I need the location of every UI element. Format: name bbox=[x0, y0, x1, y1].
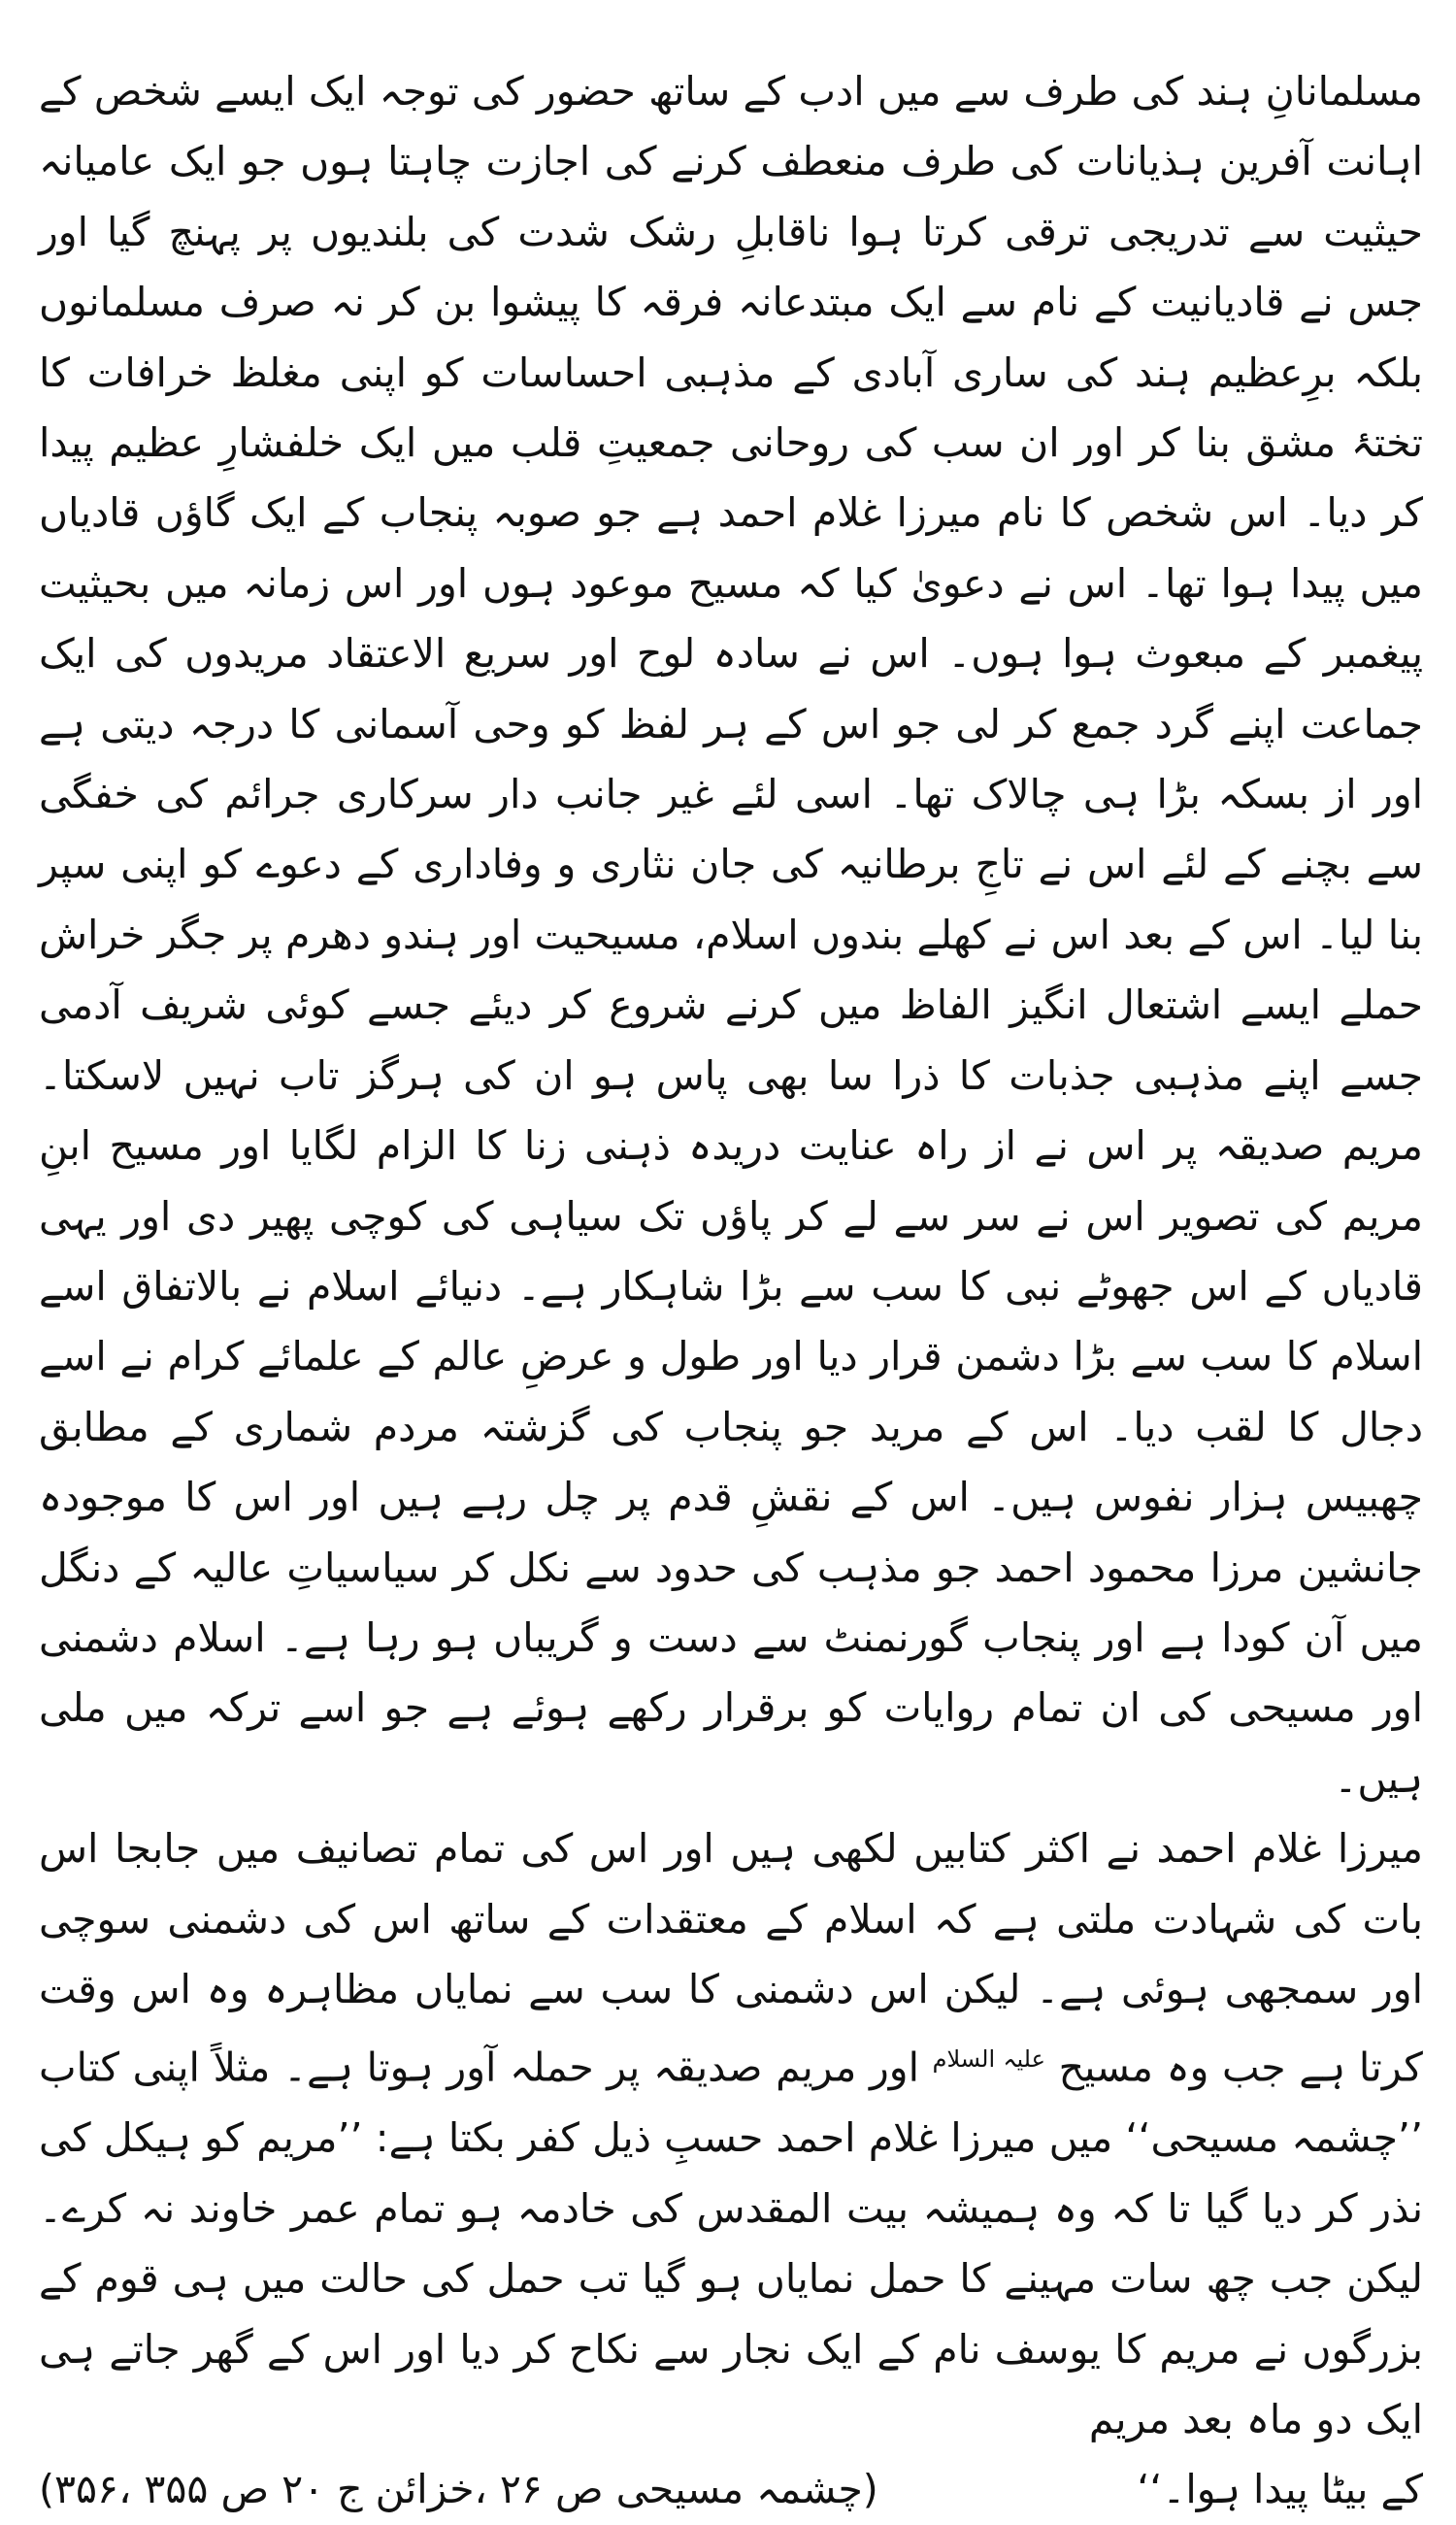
paragraph-1: مسلمانانِ ہند کی طرف سے میں ادب کے ساتھ حضور کی توجہ ایک ایسے شخص کے اہانت آفرین ہذیانات کی طرف منعطف کرنے کی اجازت چاہتا ہوں جو ایک عامیانہ حیثیت سے تدریجی ترقی کرتا ہوا ناقابلِ رشک شدت کی بلندیوں پر پہنچ گیا اور جس نے قادیانیت کے نام سے ایک مبتدعانہ فرقہ کا پیشوا بن کر نہ صرف مسلمانوں بلکہ برِعظیم ہند کی ساری آبادی کے مذہبی احساسات کو اپنی مغلظ خرافات کا تختۂ مشق بنا کر اور ان سب کی روحانی جمعیتِ قلب میں ایک خلفشارِ عظیم پیدا کر دیا۔ اس شخص کا نام میرزا غلام احمد ہے جو صوبہ پنجاب کے ایک گاؤں قادیاں میں پیدا ہوا تھا۔ اس نے دعویٰ کیا کہ مسیح موعود ہوں اور اس زمانہ میں بحیثیت پیغمبر کے مبعوث ہوا ہوں۔ اس نے سادہ لوح اور سریع الاعتقاد مریدوں کی ایک جماعت اپنے گرد جمع کر لی جو اس کے ہر لفظ کو وحی آسمانی کا درجہ دیتی ہے اور از بسکہ بڑا ہی چالاک تھا۔ اسی لئے غیر جانب دار سرکاری جرائم کی خفگی سے بچنے کے لئے اس نے تاجِ برطانیہ کی جان نثاری و وفاداری کے دعوے کو اپنی سپر بنا لیا۔ اس کے بعد اس نے کھلے بندوں اسلام، مسیحیت اور ہندو دھرم پر جگر خراش حملے ایسے اشتعال انگیز الفاظ میں کرنے شروع کر دیئے جسے کوئی شریف آدمی جسے اپنے مذہبی جذبات کا ذرا سا بھی پاس ہو ان کی ہرگز تاب نہیں لاسکتا۔ مریم صدیقہ پر اس نے از راہ عنایت دریدہ ذہنی زنا کا الزام لگایا اور مسیح ابنِ مریم کی تصویر اس نے سر سے لے کر پاؤں تک سیاہی کی کوچی پھیر دی اور یہی قادیاں کے اس جھوٹے نبی کا سب سے بڑا شاہکار ہے۔ دنیائے اسلام نے بالاتفاق اسے اسلام کا سب سے بڑا دشمن قرار دیا اور طول و عرضِ عالم کے علمائے کرام نے اسے دجال کا لقب دیا۔ اس کے مرید جو پنجاب کی گزشتہ مردم شماری کے مطابق چھبیس ہزار نفوس ہیں۔ اس کے نقشِ قدم پر چل رہے ہیں اور اس کا موجودہ جانشین مرزا محمود احمد جو مذہب کی حدود سے نکل کر سیاسیاتِ عالیہ کے دنگل میں آن کودا ہے اور پنجاب گورنمنٹ سے دست و گریباں ہو رہا ہے۔ اسلام دشمنی اور مسیحی کی ان تمام روایات کو برقرار رکھے ہوئے ہے جو اسے ترکہ میں ملی ہیں۔ bbox=[39, 68, 1423, 1802]
paragraph-2-part-2: اور مریم صدیقہ پر حملہ آور ہوتا ہے۔ مثلاً اپنی کتاب ’’چشمہ مسیحی‘‘ میں میرزا غلام احمد حسبِ ذیل کفر بکتا ہے: ’’مریم کو ہیکل کی نذر کر دیا گیا تا کہ وہ ہمیشہ بیت المقدس کی خادمہ ہو تمام عمر خاوند نہ کرے۔ لیکن جب چھ سات مہینے کا حمل نمایاں ہو گیا تب حمل کی حالت میں ہی قوم کے بزرگوں نے مریم کا یوسف نام کے ایک نجار سے نکاح کر دیا اور اس کے گھر جاتے ہی ایک دو ماہ بعد مریم bbox=[39, 2044, 1423, 2443]
closing-quote-text: کے بیٹا پیدا ہوا۔‘‘ bbox=[1137, 2466, 1423, 2513]
source-reference: (چشمہ مسیحی ص ۲۶ ،خزائن ج ۲۰ ص ۳۵۵ ،۳۵۶) bbox=[39, 2466, 878, 2513]
honorific-text: علیہ السلام bbox=[932, 2045, 1045, 2074]
paragraph-2-part-1: میرزا غلام احمد نے اکثر کتابیں لکھی ہیں اور اس کی تمام تصانیف میں جابجا اس بات کی شہادت ملتی ہے کہ اسلام کے معتقدات کے ساتھ اس کی دشمنی سوچی اور سمجھی ہوئی ہے۔ لیکن اس دشمنی کا سب سے نمایاں مظاہرہ وہ اس وقت کرتا ہے جب وہ مسیح bbox=[39, 1825, 1423, 2092]
citation-line bbox=[39, 2454, 1423, 2524]
paragraph-2 bbox=[39, 1813, 1423, 2454]
